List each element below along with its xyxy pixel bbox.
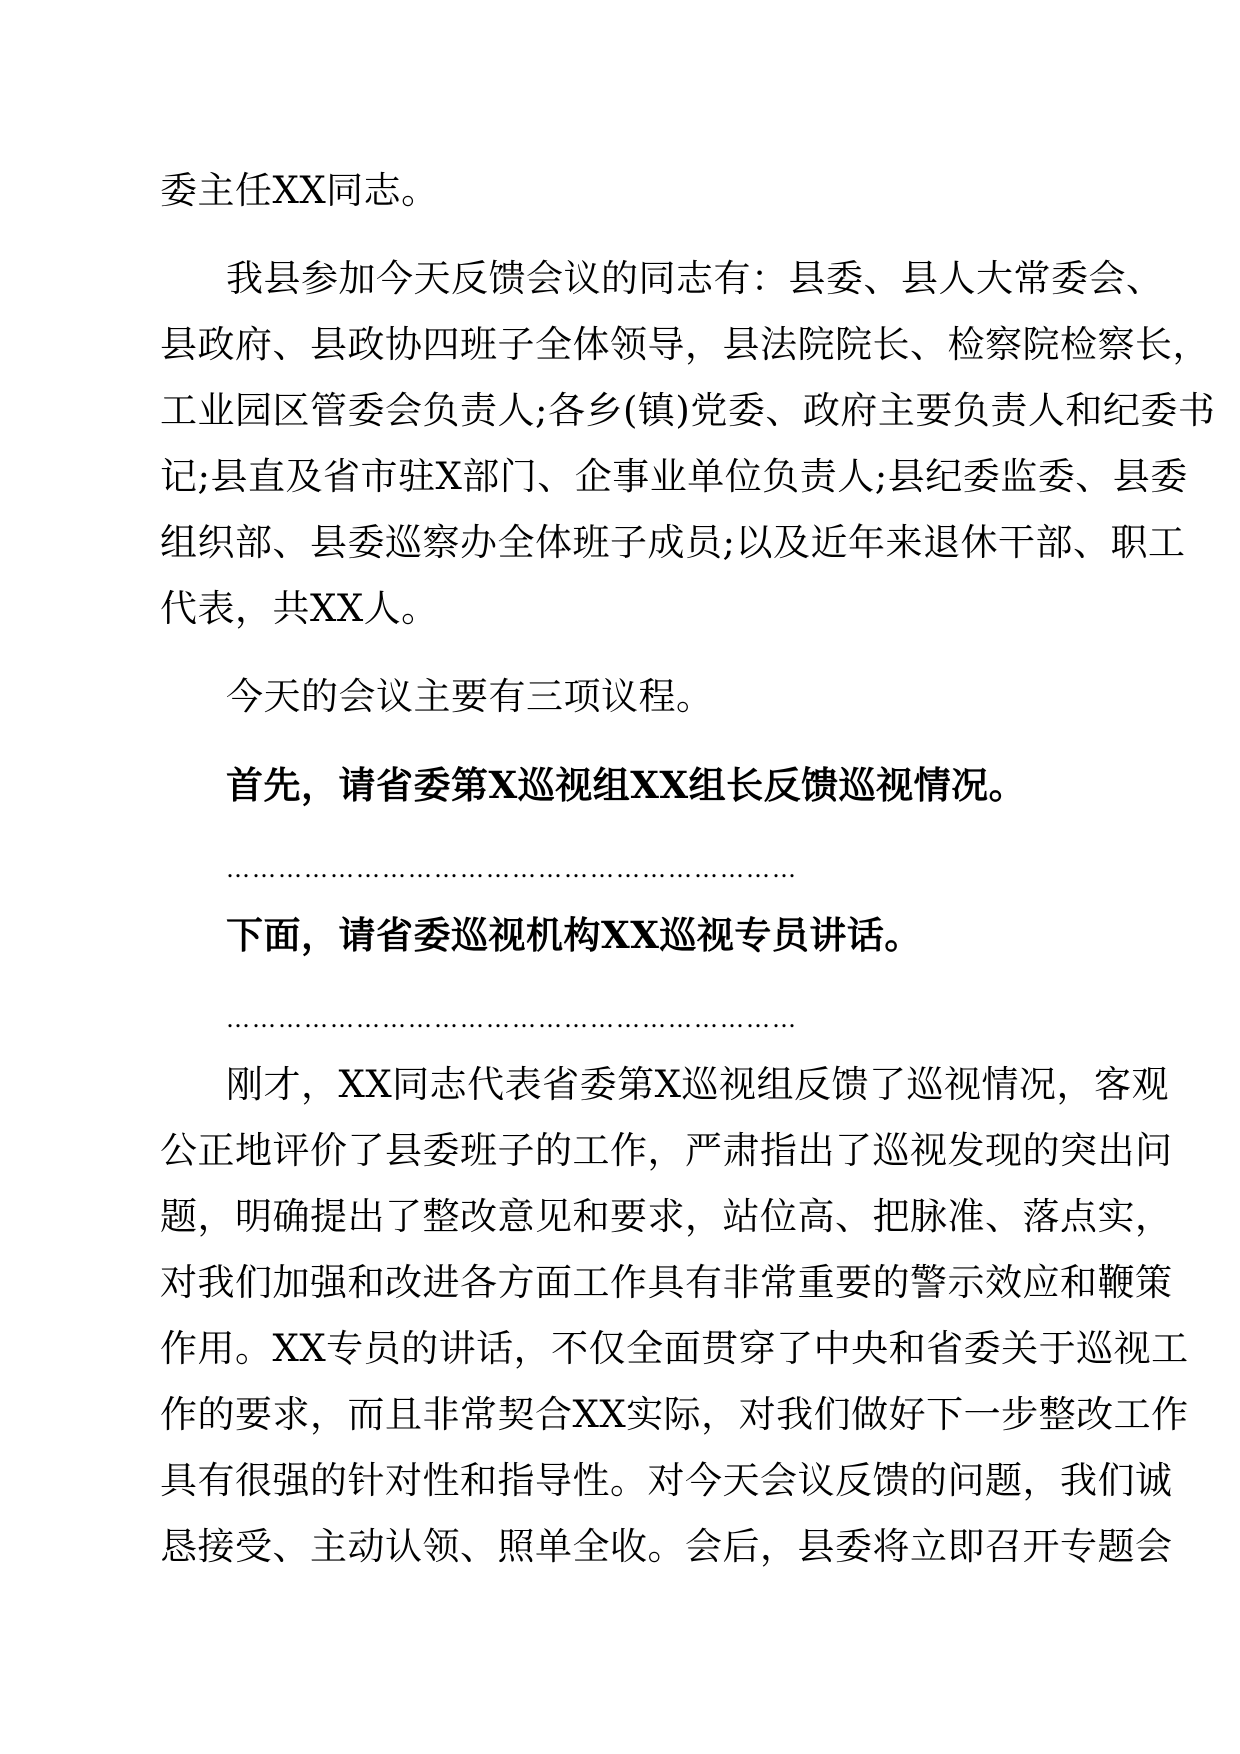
paragraph-line: 对我们加强和改进各方面工作具有非常重要的警示效应和鞭策 — [160, 1261, 1173, 1304]
paragraph-line: 恳接受、主动认领、照单全收。会后，县委将立即召开专题会 — [160, 1525, 1173, 1568]
paragraph-line: 我县参加今天反馈会议的同志有：县委、县人大常委会、 — [226, 257, 1164, 300]
agenda-item-heading: 下面，请省委巡视机构XX巡视专员讲话。 — [226, 913, 922, 957]
ellipsis-separator: ………………………………………………………… — [226, 855, 798, 883]
paragraph-line: 公正地评价了县委班子的工作，严肃指出了巡视发现的突出问 — [160, 1129, 1173, 1172]
paragraph-line: 组织部、县委巡察办全体班子成员;以及近年来退休干部、职工 — [160, 521, 1186, 564]
paragraph-line: 具有很强的针对性和指导性。对今天会议反馈的问题，我们诚 — [160, 1459, 1173, 1502]
ellipsis-separator: ………………………………………………………… — [226, 1005, 798, 1033]
paragraph-line: 县政府、县政协四班子全体领导，县法院院长、检察院检察长， — [160, 323, 1210, 366]
document-body — [160, 158, 1216, 1580]
agenda-item-heading: 首先，请省委第X巡视组XX组长反馈巡视情况。 — [226, 763, 1027, 807]
paragraph-line: 题，明确提出了整改意见和要求，站位高、把脉准、落点实， — [160, 1195, 1173, 1238]
paragraph-line: 记;县直及省市驻X部门、企事业单位负责人;县纪委监委、县委 — [160, 455, 1188, 498]
paragraph-line: 刚才，XX同志代表省委第X巡视组反馈了巡视情况，客观 — [226, 1063, 1170, 1106]
paragraph-line: 作的要求，而且非常契合XX实际，对我们做好下一步整改工作 — [160, 1393, 1189, 1436]
paragraph-line: 今天的会议主要有三项议程。 — [226, 675, 714, 718]
paragraph-line: 代表，共XX人。 — [160, 587, 439, 630]
paragraph-line: 工业园区管委会负责人;各乡(镇)党委、政府主要负责人和纪委书 — [160, 389, 1216, 432]
paragraph-line: 作用。XX专员的讲话，不仅全面贯穿了中央和省委关于巡视工 — [160, 1327, 1189, 1370]
paragraph-line: 委主任XX同志。 — [160, 169, 439, 212]
